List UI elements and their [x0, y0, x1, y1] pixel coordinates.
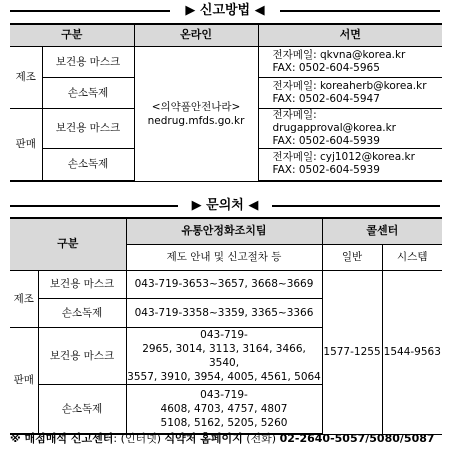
email-line: 전자메일: qkvna@korea.kr [272, 48, 406, 61]
phone-line: 5108, 5162, 5205, 5260 [160, 416, 288, 429]
written-contact [258, 108, 442, 148]
email-line: 전자메일: koreaherb@korea.kr [272, 79, 427, 92]
phone-line: 3557, 3910, 3954, 4005, 4561, 5064 [127, 370, 321, 383]
phone-cell: 043-719-3358~3359, 3365~3366 [126, 298, 322, 327]
phone-line: 2965, 3014, 3113, 3164, 3466, 3540, [142, 342, 306, 369]
group-label-sales: 판매 [10, 327, 38, 434]
email-line: 전자메일: cyj1012@korea.kr [272, 151, 415, 164]
header-written: 서면 [258, 24, 442, 46]
note-prefix: ※ 매점매석 신고센터 [10, 432, 114, 445]
header-team: 유통안정화조치팀 [126, 218, 322, 244]
phone-line: 043-719- [200, 388, 248, 401]
row-item: 보건용 마스크 [38, 327, 126, 384]
phone-cell [126, 327, 322, 384]
report-method-title-text: ▶ 신고방법 ◀ [185, 3, 265, 18]
phone-cell: 043-719-3653~3657, 3668~3669 [126, 270, 322, 298]
report-method-title [0, 1, 450, 21]
group-label-sales: 판매 [10, 108, 42, 181]
phone-cell [126, 384, 322, 434]
note-site: 식약처 홈페이지 [164, 432, 243, 445]
row-item: 보건용 마스크 [42, 108, 134, 148]
row-item: 보건용 마스크 [42, 46, 134, 77]
header-call-center: 콜센터 [322, 218, 442, 244]
header-category: 구분 [10, 24, 134, 46]
group-label-manufacture: 제조 [10, 46, 42, 108]
fax-line: FAX: 0502-604-5947 [272, 92, 380, 105]
note-phones: 02-2640-5057/5080/5087 [279, 432, 435, 445]
email-line: 전자메일: drugapproval@korea.kr [272, 108, 397, 134]
report-method-table [10, 23, 442, 182]
group-label-manufacture: 제조 [10, 270, 38, 327]
header-system: 시스템 [382, 244, 442, 270]
written-contact [258, 77, 442, 108]
contact-table [10, 217, 442, 435]
row-item: 손소독제 [38, 298, 126, 327]
written-contact [258, 46, 442, 77]
header-online: 온라인 [134, 24, 258, 46]
contact-title [0, 196, 450, 216]
fax-line: FAX: 0502-604-5939 [272, 164, 380, 177]
fax-line: FAX: 0502-604-5939 [272, 134, 380, 147]
call-general: 1577-1255 [322, 270, 382, 434]
note-mid2: (전화) [242, 432, 280, 445]
header-general: 일반 [322, 244, 382, 270]
call-system: 1544-9563 [382, 270, 442, 434]
fax-line: FAX: 0502-604-5965 [272, 61, 380, 74]
header-category: 구분 [10, 218, 126, 270]
phone-line: 043-719- [200, 328, 248, 341]
phone-line: 4608, 4703, 4757, 4807 [160, 402, 288, 415]
contact-title-text: ▶ 문의처 ◀ [191, 198, 259, 213]
online-site-url: nedrug.mfds.go.kr [147, 114, 245, 127]
header-team-sub: 제도 안내 및 신고절차 등 [126, 244, 322, 270]
note-mid1: : (인터넷) [113, 432, 165, 445]
online-site-name: <의약품안전나라> [151, 100, 241, 113]
online-cell [134, 46, 258, 181]
row-item: 보건용 마스크 [38, 270, 126, 298]
written-contact [258, 148, 442, 181]
row-item: 손소독제 [38, 384, 126, 434]
row-item: 손소독제 [42, 148, 134, 181]
row-item: 손소독제 [42, 77, 134, 108]
hoarding-report-note [10, 430, 435, 446]
